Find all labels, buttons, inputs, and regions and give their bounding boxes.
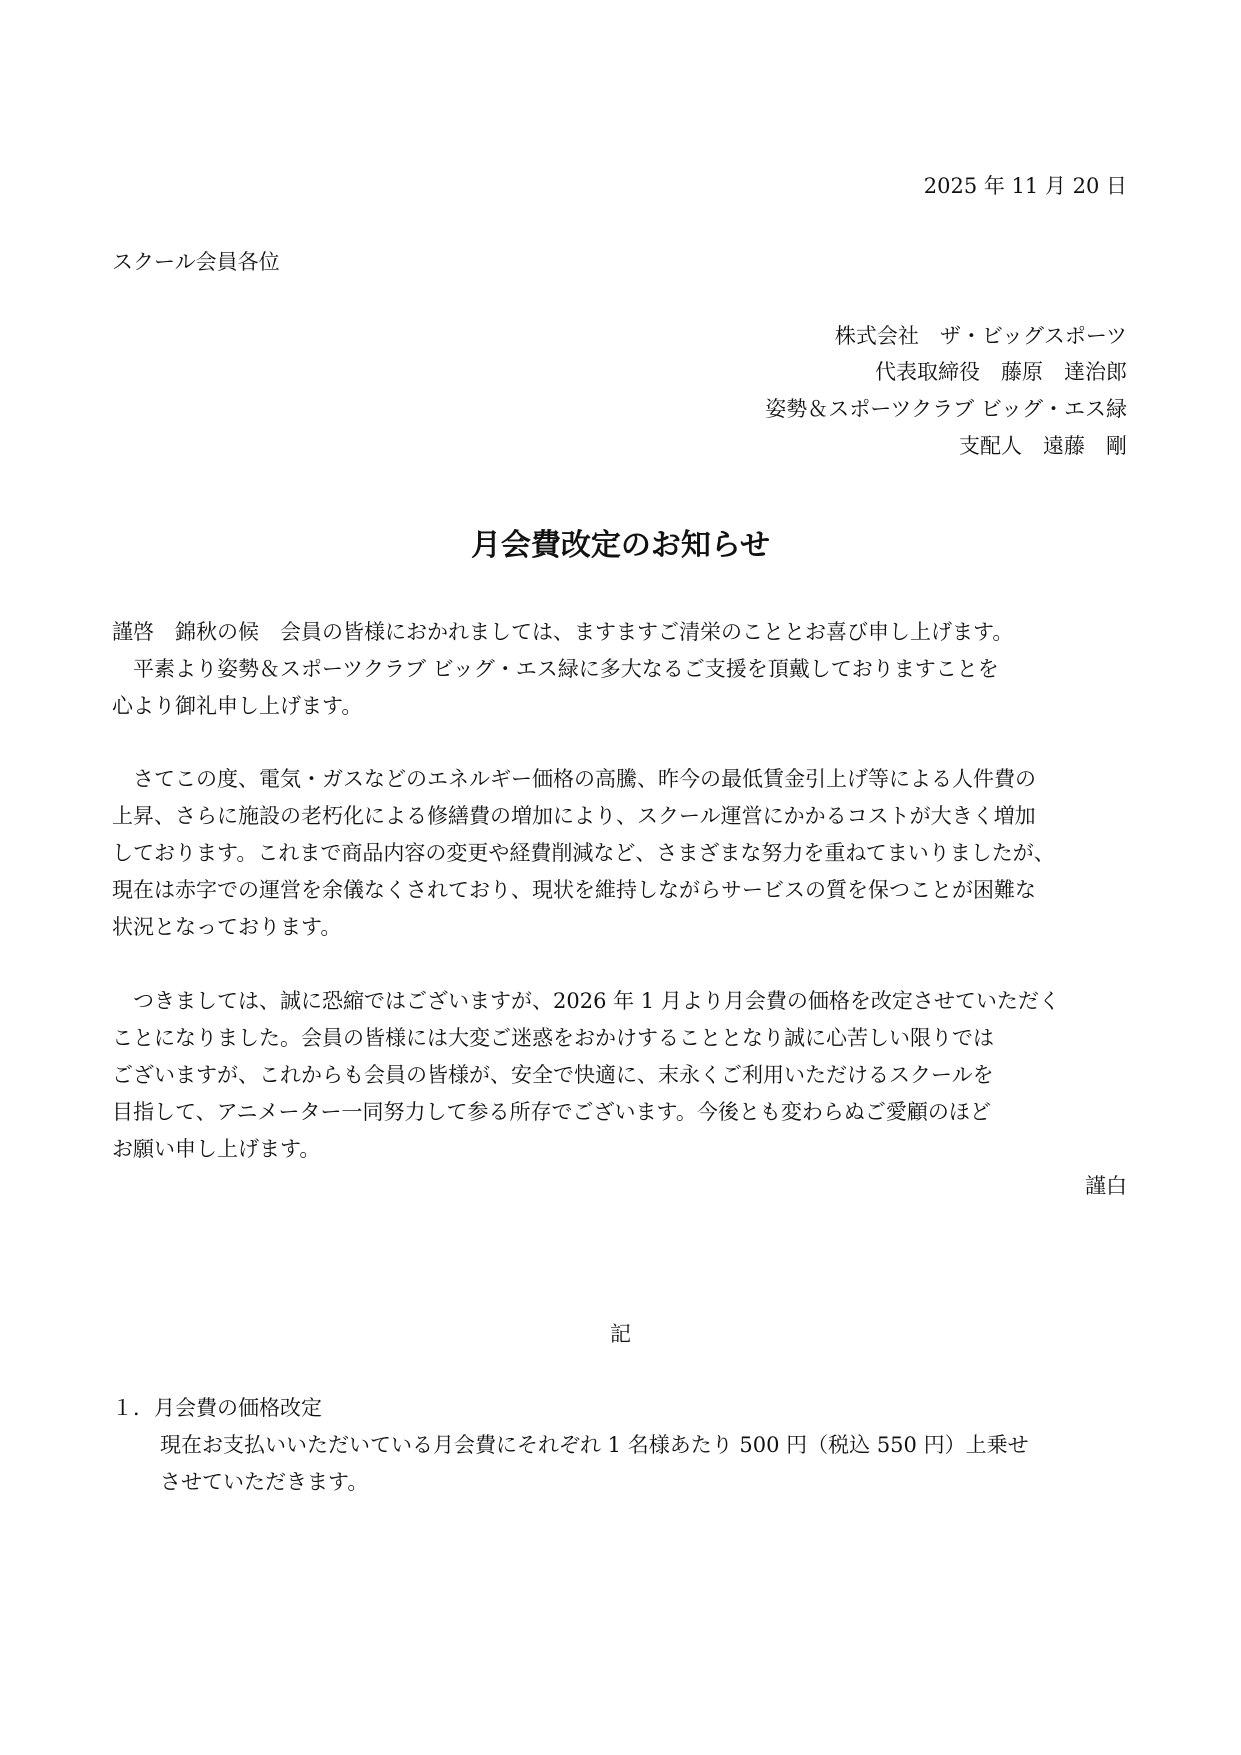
item1-line: 現在お支払いいただいている月会費にそれぞれ 1 名様あたり 500 円（税込 550 円）上乗せ — [160, 1433, 1029, 1457]
item1-line: させていただきます。 — [160, 1470, 369, 1494]
closing-word: 謹白 — [1085, 1174, 1127, 1198]
paragraph1-line: 謹啓 錦秋の候 会員の皆様におかれましては、ますますご清栄のこととお喜び申し上げます。 — [112, 620, 1014, 644]
paragraph2-line: 上昇、さらに施設の老朽化による修繕費の増加により、スクール運営にかかるコストが大きく増加 — [112, 804, 1036, 828]
sender-manager: 支配人 遠藤 剛 — [959, 434, 1127, 458]
paragraph3-line: ことになりました。会員の皆様には大変ご迷惑をおかけすることとなり誠に心苦しい限りでは — [112, 1026, 994, 1050]
paragraph2-line: 状況となっております。 — [112, 915, 342, 939]
ki-heading: 記 — [610, 1322, 631, 1346]
paragraph2-line: さてこの度、電気・ガスなどのエネルギー価格の高騰、昨今の最低賃金引上げ等による人件費の — [112, 767, 1036, 791]
paragraph3-line: 目指して、アニメーター一同努力して参る所存でございます。今後とも変わらぬご愛顧のほど — [112, 1100, 991, 1124]
sender-club: 姿勢＆スポーツクラブ ビッグ・エス緑 — [765, 397, 1127, 421]
paragraph2-line: 現在は赤字での運営を余儀なくされており、現状を維持しながらサービスの質を保つことが困難な — [112, 878, 1036, 902]
addressee: スクール会員各位 — [112, 250, 280, 274]
sender-representative: 代表取締役 藤原 達治郎 — [875, 360, 1127, 384]
document-title: 月会費改定のお知らせ — [470, 528, 771, 563]
paragraph2-line: しております。これまで商品内容の変更や経費削減など、さまざまな努力を重ねてまいりましたが、 — [112, 841, 1055, 865]
paragraph3-line: つきましては、誠に恐縮ではございますが、2026 年 1 月より月会費の価格を改定させていただく — [112, 989, 1060, 1013]
paragraph1-line: 平素より姿勢＆スポーツクラブ ビッグ・エス緑に多大なるご支援を頂戴しておりますことを — [112, 657, 999, 681]
paragraph3-line: お願い申し上げます。 — [112, 1137, 321, 1161]
sender-company: 株式会社 ザ・ビッグスポーツ — [834, 324, 1127, 348]
item1-heading: １．月会費の価格改定 — [112, 1396, 322, 1420]
paragraph1-line: 心より御礼申し上げます。 — [112, 694, 363, 718]
document-date: 2025 年 11 月 20 日 — [923, 174, 1127, 198]
paragraph3-line: ございますが、これからも会員の皆様が、安全で快適に、末永くご利用いただけるスクールを — [112, 1063, 994, 1087]
